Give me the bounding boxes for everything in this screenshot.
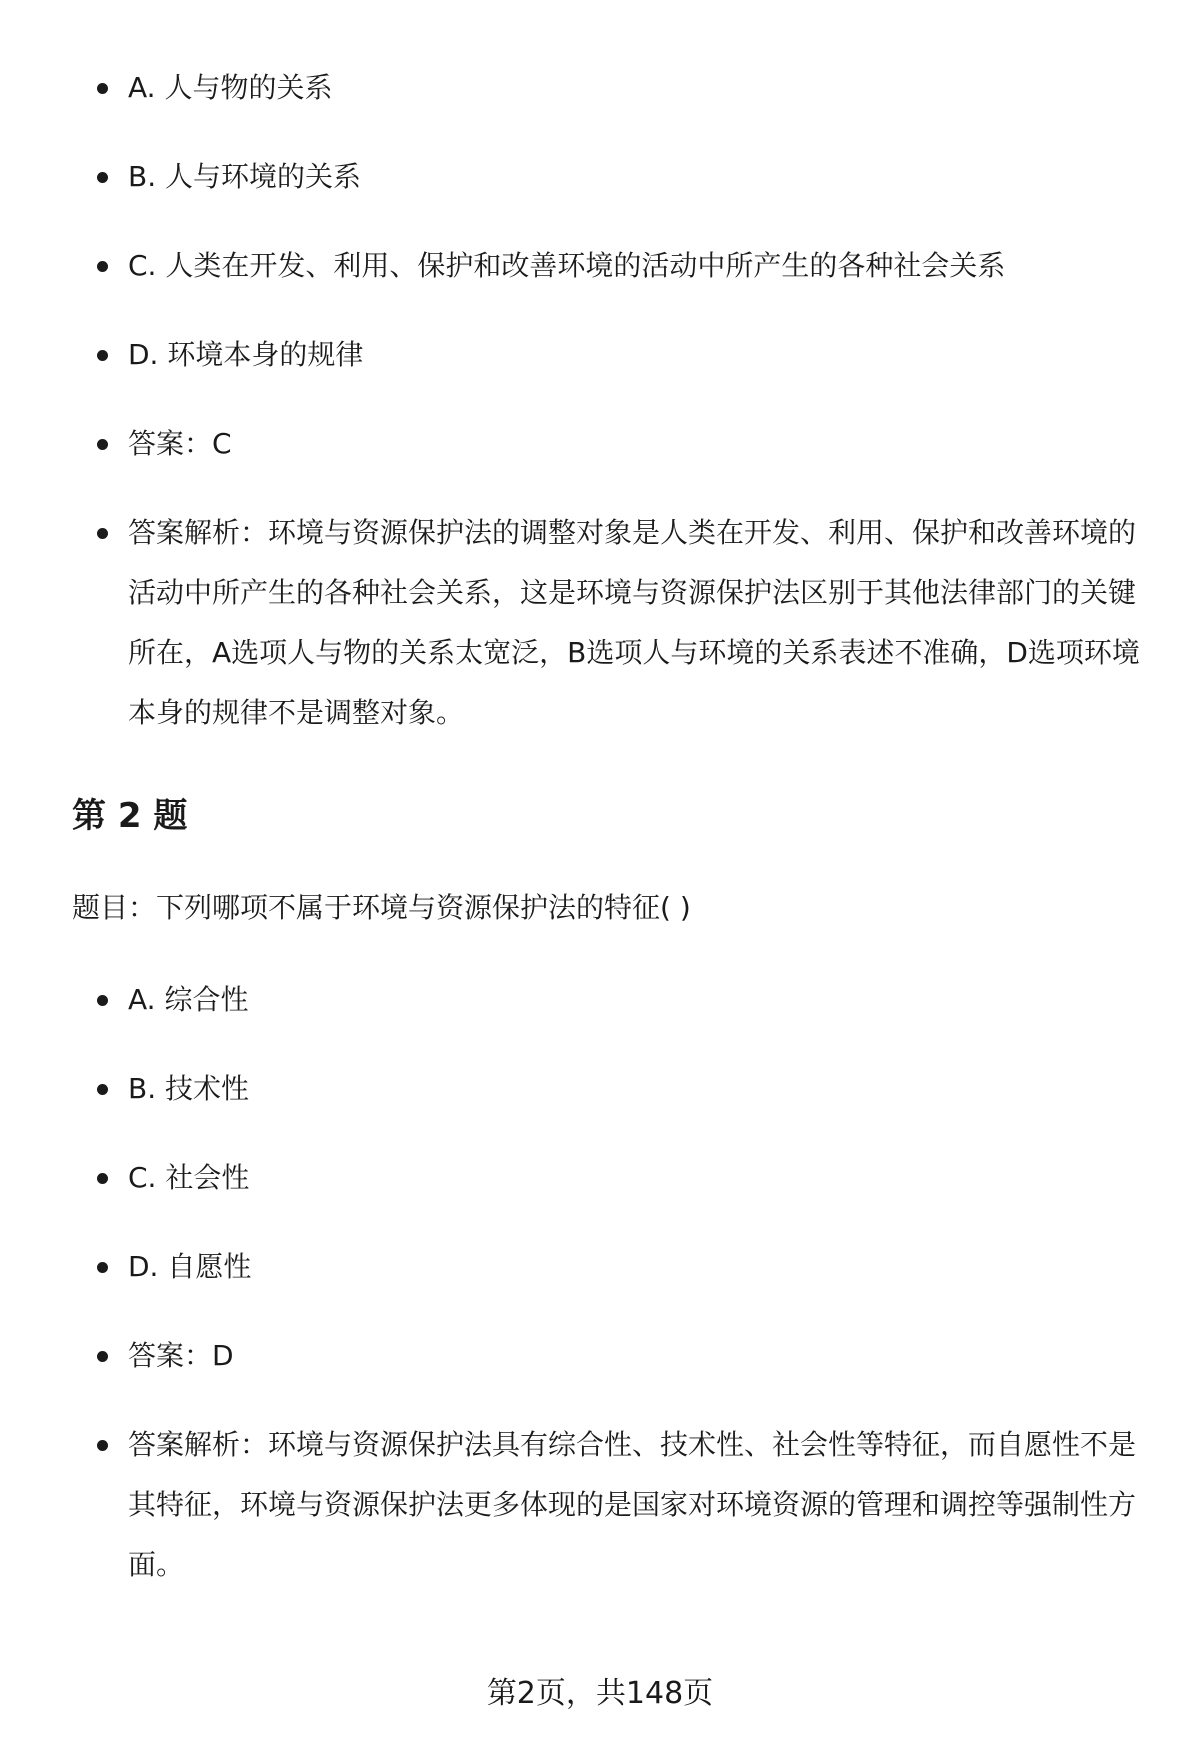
bullet-icon xyxy=(97,1351,108,1362)
option-b xyxy=(0,1059,1200,1148)
option-text: D. 环境本身的规律 xyxy=(128,338,364,371)
question-2-heading: 第 2 题 xyxy=(72,796,188,836)
answer xyxy=(0,414,1200,503)
bullet-icon xyxy=(97,350,108,361)
bullet-icon xyxy=(97,1084,108,1095)
option-text: C. 社会性 xyxy=(128,1161,250,1194)
explanation-text: 答案解析：环境与资源保护法的调整对象是人类在开发、利用、保护和改善环境的活动中所产生的各种社会关系，这是环境与资源保护法区别于其他法律部门的关键所在，A选项人与物的关系太宽泛，B选项人与环境的关系表述不准确，D选项环境本身的规律不是调整对象。 xyxy=(128,516,1140,729)
option-c xyxy=(0,236,1200,325)
option-text: A. 综合性 xyxy=(128,983,249,1016)
option-a xyxy=(0,970,1200,1059)
question-2-stem: 题目：下列哪项不属于环境与资源保护法的特征( ) xyxy=(72,891,691,924)
option-d xyxy=(0,1237,1200,1326)
answer-explanation xyxy=(0,503,1200,743)
bullet-icon xyxy=(97,1173,108,1184)
bullet-icon xyxy=(97,439,108,450)
question-1-options-list xyxy=(0,58,1200,743)
answer-text: 答案：C xyxy=(128,427,232,460)
bullet-icon xyxy=(97,528,108,539)
option-b xyxy=(0,147,1200,236)
bullet-icon xyxy=(97,1262,108,1273)
bullet-icon xyxy=(97,83,108,94)
option-text: D. 自愿性 xyxy=(128,1250,252,1283)
option-text: B. 技术性 xyxy=(128,1072,250,1105)
answer xyxy=(0,1326,1200,1415)
option-text: A. 人与物的关系 xyxy=(128,71,333,104)
option-text: B. 人与环境的关系 xyxy=(128,160,362,193)
option-a xyxy=(0,58,1200,147)
bullet-icon xyxy=(97,172,108,183)
option-text: C. 人类在开发、利用、保护和改善环境的活动中所产生的各种社会关系 xyxy=(128,249,1006,282)
answer-text: 答案：D xyxy=(128,1339,234,1372)
option-d xyxy=(0,325,1200,414)
page-footer: 第2页，共148页 xyxy=(486,1676,714,1711)
bullet-icon xyxy=(97,261,108,272)
question-2-options-list xyxy=(0,970,1200,1595)
option-c xyxy=(0,1148,1200,1237)
answer-explanation xyxy=(0,1415,1200,1595)
bullet-icon xyxy=(97,1440,108,1451)
bullet-icon xyxy=(97,995,108,1006)
explanation-text: 答案解析：环境与资源保护法具有综合性、技术性、社会性等特征，而自愿性不是其特征，环境与资源保护法更多体现的是国家对环境资源的管理和调控等强制性方面。 xyxy=(128,1428,1137,1581)
